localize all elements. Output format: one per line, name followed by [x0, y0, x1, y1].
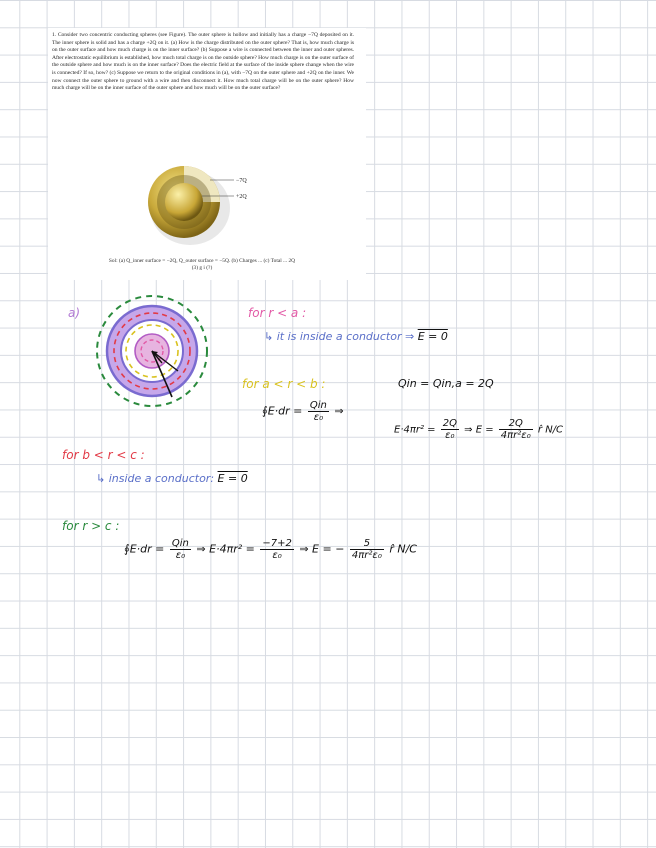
label-inner-charge: +2Q — [236, 194, 247, 200]
field-result-a-r-b: E·4πr² = $\frac{2Q}{\text{ε₀}}$ ⇒ E = $\frac{2Q}{\text{4πr²ε₀}}$ r̂ N/C — [394, 418, 564, 441]
concentric-spheres-figure — [140, 156, 270, 250]
region-b-r-c-statement: ↳ inside a conductor: E = 0 — [96, 472, 248, 485]
region-r-lt-a-label: for r < a : — [248, 306, 307, 320]
gauss-law-outside: ∮E·dr = $\frac{\text{Qin}}{\text{ε₀}}$ ⇒ E·4πr² = $\frac{-7+2}{\text{ε₀}}$ ⇒ E = − $\frac{5}{\text{4πr²ε₀}}$ r̂ N/C — [124, 538, 417, 561]
region-r-gt-c-label: for r > c : — [62, 519, 120, 533]
gauss-fraction: $\frac{\text{Qin}}{\text{ε₀}}$ — [309, 400, 327, 423]
region-r-lt-a-statement: ↳ it is inside a conductor ⇒ E = 0 — [264, 330, 448, 343]
charge-enclosed-eq: Qin = Qin,a = 2Q — [398, 377, 494, 390]
field-diagram — [92, 293, 216, 409]
gauss-law-eq: ∮E·dr = $\frac{\text{Qin}}{\text{ε₀}}$ ⇒ — [262, 400, 344, 423]
label-outer-charge: −7Q — [236, 178, 247, 184]
inner-sphere — [165, 183, 203, 221]
part-a-label: a) — [68, 306, 81, 320]
problem-text: 1. Consider two concentric conducting spheres (see Figure). The outer sphere is hollow and initially has a charge −7Q deposited on it. The inner sphere is solid and has a charge +2Q on it. (a) How is the charge distributed on the outer sphere? That is, how much charge is on the outer surface and how much charge is on the inner surface? (b) Suppose a wire is connected between the inner and outer spheres. After electrostatic equilibrium is established, how much total charge is on the outside sphere? How much charge is on the outer surface of the outside sphere and how much is on the inner surface? Does the electric field at the surface of the inside sphere change when the wire is connected? If so, how? (c) Suppose we return to the original conditions in (a), with −7Q on the outer sphere and +2Q on the inner. We now connect the outer sphere to ground with a wire and then disconnect it. How much total charge will be on the outer sphere? How much charge will be on the inner surface of the outer sphere and how much will be on the outer surface? — [52, 32, 354, 92]
fraction-2q-4pir2e0: $\frac{2Q}{\text{4πr²ε₀}}$ — [500, 418, 531, 441]
region-b-r-c-label: for b < r < c : — [62, 448, 145, 462]
problem-clip — [48, 28, 366, 280]
fraction-2q-e0: $\frac{2Q}{\text{ε₀}}$ — [442, 418, 457, 441]
fraction-5-4pir2e0: $\frac{5}{\text{4πr²ε₀}}$ — [351, 538, 382, 561]
region-a-r-b-label: for a < r < b : — [242, 377, 326, 391]
problem-caption: Sol: (a) Q_inner surface = −2Q, Q_outer surface = −5Q. (b) Charges ... (c) Total ... 2Q (3) g i (?) — [108, 258, 296, 272]
fraction-neg7-plus2: $\frac{-7+2}{\text{ε₀}}$ — [262, 538, 292, 561]
gauss-fraction-outside: $\frac{\text{Qin}}{\text{ε₀}}$ — [171, 538, 189, 561]
